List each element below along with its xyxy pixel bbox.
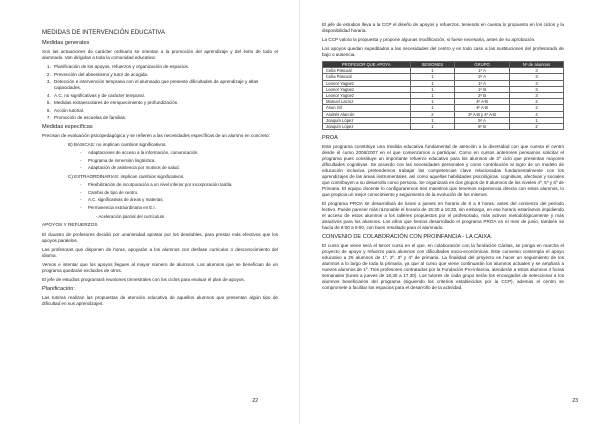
table-cell: 2 [510, 99, 564, 105]
support-heading: APOYOS Y REFUERZOS [42, 222, 98, 228]
list-item: 1. Planificación de los apoyos, refuerzos y organización de espacios. [52, 64, 278, 70]
support-paragraph: El jefe de estudios programará reuniones trimestrales con los ciclos para evaluar el plan de apoyos. [42, 276, 245, 282]
proa-paragraph: Este programa constituye una medida educativa fundamental de atención a la diversidad con que cuenta el centro desde el curso 2006/2007 en el que comenzamos a participar. Como en cursos anteriores pensamos solicitar el programa pues constituye un importante refuerzo educativo para los alumnos de 3º ciclo que presentan mayores dificultades cognitivas. Se acuerdo con las necesidades personales y como contribución al logro de un modelo de educación inclusiva pretendemos trabajar las competencias clave relacionadas fundamentalmente con los aprendizajes de las áreas instrumentales, así como aquellas habilidades psicológicas, cognitivas, afectivas y sociales que contribuyen a su desarrollo como persona. Se organizará en dos grupos de 8 alumnos de los niveles 4º, 5º y 6º de Primaria. El equipo docente lo configuraremos tres maestros que tenemos experiencia directa con estos alumnos, lo que propicia un mejor conocimiento y seguimiento de la evolución de los mismos. [322, 144, 564, 198]
table-cell: Andrés Alarcón [323, 111, 411, 117]
table-cell: 1º B [455, 86, 510, 92]
table-cell: 1 [410, 117, 455, 123]
table-row [323, 124, 564, 130]
page-number: 22 [252, 398, 258, 404]
list-item: - Aceleración parcial del currículum. [96, 213, 166, 219]
list-item: - Adaptación de asistencia por motivos de salud. [88, 165, 278, 171]
list-item: 2. Prevención del absentismo y tutor de acogida. [52, 72, 278, 78]
agreement-paragraph: El curso que viene será el tercer curso en el que, en colaboración con la fundación Cáritas, se ponga en marcha el proyecto de apoyo y refuerzo para alumnos con dificultades socio-económicas. Este convenio contempla el apoyo educativo a 25 alumnos de 1º, 2º, 3º y 4º de primaria. La finalidad del proyecto es hacer un seguimiento de los alumnos a lo largo de toda la primaria, ya que al curso que viene continuarán los alumnos actuales y se ampliará a nuevos alumnos de 1º. Tres profesores contratados por la Fundación Pro-infancia, atenderán a estos alumnos 4 horas semanales (lunes a jueves de 16,30 a 17,30). Los tutores de cada grupo serán los encargados de seleccionar a los alumnos beneficiarios del programa (siguiendo los criterios establecidos por la CCP), además el centro se compromete a facilitar los espacios para el desarrollo de la actividad. [322, 243, 564, 291]
specific-measures-heading: Medidas específicas [42, 124, 93, 130]
group-extraordinary: C) EXTRAORDINARIAS: implican cambios significativos. [68, 174, 185, 179]
list-item: - Permanencia extraordinaria en E.I. [88, 205, 278, 211]
proa-heading: PROA [322, 135, 338, 142]
table-cell: 1 [410, 99, 455, 105]
table-cell: 1 [410, 80, 455, 86]
table-cell: Asun Gil [323, 105, 411, 111]
section-title: MEDIDAS DE INTERVENCIÓN EDUCATIVA [42, 29, 166, 36]
table-cell: Leonor Yagüez [323, 80, 411, 86]
table-cell: 1 [410, 124, 455, 130]
table-header-cell: PROFESOR QUE APOYA [323, 62, 411, 68]
table-cell: Leonor Yagüez [323, 93, 411, 99]
agreement-heading: CONVENIO DE COLABORACIÓN CON PROINFANCIA - LA CAIXA. [322, 234, 493, 241]
table-cell: 4º A-B [455, 99, 510, 105]
table-cell: Manuel Lacruz [323, 99, 411, 105]
table-cell: 4º A-B [455, 105, 510, 111]
table-cell: Joaquín López [323, 124, 411, 130]
table-cell: 2º B [455, 93, 510, 99]
list-item: - Cambio de tipo de centro. [88, 190, 278, 196]
list-item: - Adaptaciones de acceso a la información, comunicación. [88, 150, 278, 156]
table-cell: 6º B [455, 124, 510, 130]
table-cell: 3 [510, 80, 564, 86]
table-cell: 1 [510, 117, 564, 123]
proa-paragraph: El programa PROA se desarrollará de lunes a jueves en horario de 8 a 9 horas, antes del comienzo del período lectivo. Puede parecer más razonable el horario de 15:30 a 16:30, sin embargo, en ese horario estaríamos impidiendo el acceso de estos alumnos a los talleres propuestos por el profesorado, más activos metodológicamente y más atractivos para los alumnos. Los años que hemos desarrollado el programa PROA en el mes de junio, también se hacía de 8:00 a 9:00, con buen resultado para el alumnado. [322, 201, 564, 231]
right-page [300, 0, 600, 424]
table-cell: 3 [510, 74, 564, 80]
general-measures-heading: Medidas generales [42, 40, 90, 46]
list-item: - A.C. significativas de áreas y materias. [88, 197, 278, 203]
table-cell: 3 [510, 68, 564, 74]
general-intro: Son las actuaciones de carácter ordinario se orientan a la promoción del aprendizaje y del éxito de todo el alumnado. Van dirigidas a toda la comunidad educativa: [42, 49, 278, 60]
planning-heading: Planificación: [42, 285, 75, 292]
table-cell: 1 [410, 86, 455, 92]
support-table [322, 61, 564, 130]
table-header-row [323, 62, 564, 68]
table-cell: 1 [410, 93, 455, 99]
table-cell: 1 [410, 74, 455, 80]
table-cell: 2 [510, 124, 564, 130]
table-cell: 3 [510, 86, 564, 92]
table-cell: Celia Pascual [323, 68, 411, 74]
paragraph: Los apoyos quedan supeditados a las necesidades del centro y en todo caso a las sustituciones del profesorado de bajo o ausencia. [322, 46, 564, 57]
table-cell: Joaquín López [323, 117, 411, 123]
extraordinary-list [42, 182, 278, 211]
table-cell: 4 [510, 111, 564, 117]
table-header-cell: GRUPO [455, 62, 510, 68]
table-cell: Celia Pascual [323, 74, 411, 80]
table-header-cell: SESIONES [410, 62, 455, 68]
paragraph: La CCP valora la propuesta y propone algunas modificación, si fuese necesaria, antes de su aprobación. [322, 37, 536, 42]
table-body [323, 68, 564, 130]
paragraph: El jefe de estudios lleva a la CCP el diseño de apoyos y refuerzos, teniendo en cuenta lo propuesto en los ciclos y la disponibilidad horaria. [322, 22, 564, 33]
page-number: 23 [572, 398, 578, 404]
table-cell: 3º A-B y 4º A-B [455, 111, 510, 117]
table-cell: 1 [410, 68, 455, 74]
table-cell: 1º A [455, 68, 510, 74]
table-cell: 1º A [455, 80, 510, 86]
list-item: 6. Acción tutorial. [52, 108, 278, 114]
support-paragraph: Las profesoras que disponen de horas, apoyarán a los alumnos con desfase curricular o desconocimiento del idioma. [42, 246, 278, 258]
basic-list [42, 150, 278, 171]
table-cell: 2 [510, 105, 564, 111]
table-cell: 2º A [455, 74, 510, 80]
group-basic: B) BÁSICAS: no implican cambios significativos. [68, 142, 167, 147]
list-item: 5. Medidas extraescolares de enriquecimiento y profundización. [52, 100, 278, 106]
list-item: - Flexibilización de incorporación a un nivel inferior por incorporación tardía. [88, 182, 278, 188]
list-item: 3. Detección e intervención temprana con el alumnado que presente dificultades de aprendizaje y altas capacidades. [52, 79, 278, 91]
table-cell: 2 [410, 111, 455, 117]
list-item: - Programa de inmersión lingüística. [88, 158, 278, 164]
table-header-cell: Nº de alumnos [510, 62, 564, 68]
table-cell: Leonor Yagüez [323, 86, 411, 92]
table-cell: 3 [510, 93, 564, 99]
list-item: 4. A.C. no significativas y de carácter temporal. [52, 93, 278, 99]
general-list [42, 64, 278, 121]
planning-paragraph: Las tutoras realizan las propuestas de atención educativa de aquellos alumnos que presentan algún tipo de dificultad en sus aprendizajes. [42, 294, 278, 306]
support-paragraph: El claustro de profesores decidió por unanimidad apostar por los desdobles, para prestar más efectivos que los apoyos paralelos. [42, 231, 278, 243]
list-item: 7. Promoción de escuelas de familias. [52, 115, 278, 121]
table-cell: 5º A [455, 117, 510, 123]
support-paragraph: Vemos e intentar que los apoyos lleguen al mayor número de alumnos. Los alumnos que se benefician de un programa quedarán excluidos de otros. [42, 261, 278, 273]
table-cell: 1 [410, 105, 455, 111]
specific-intro: Precisan de evaluación psicopedagógica y se refieren a las necesidades específicas de un alumno en concreto: [42, 133, 270, 138]
